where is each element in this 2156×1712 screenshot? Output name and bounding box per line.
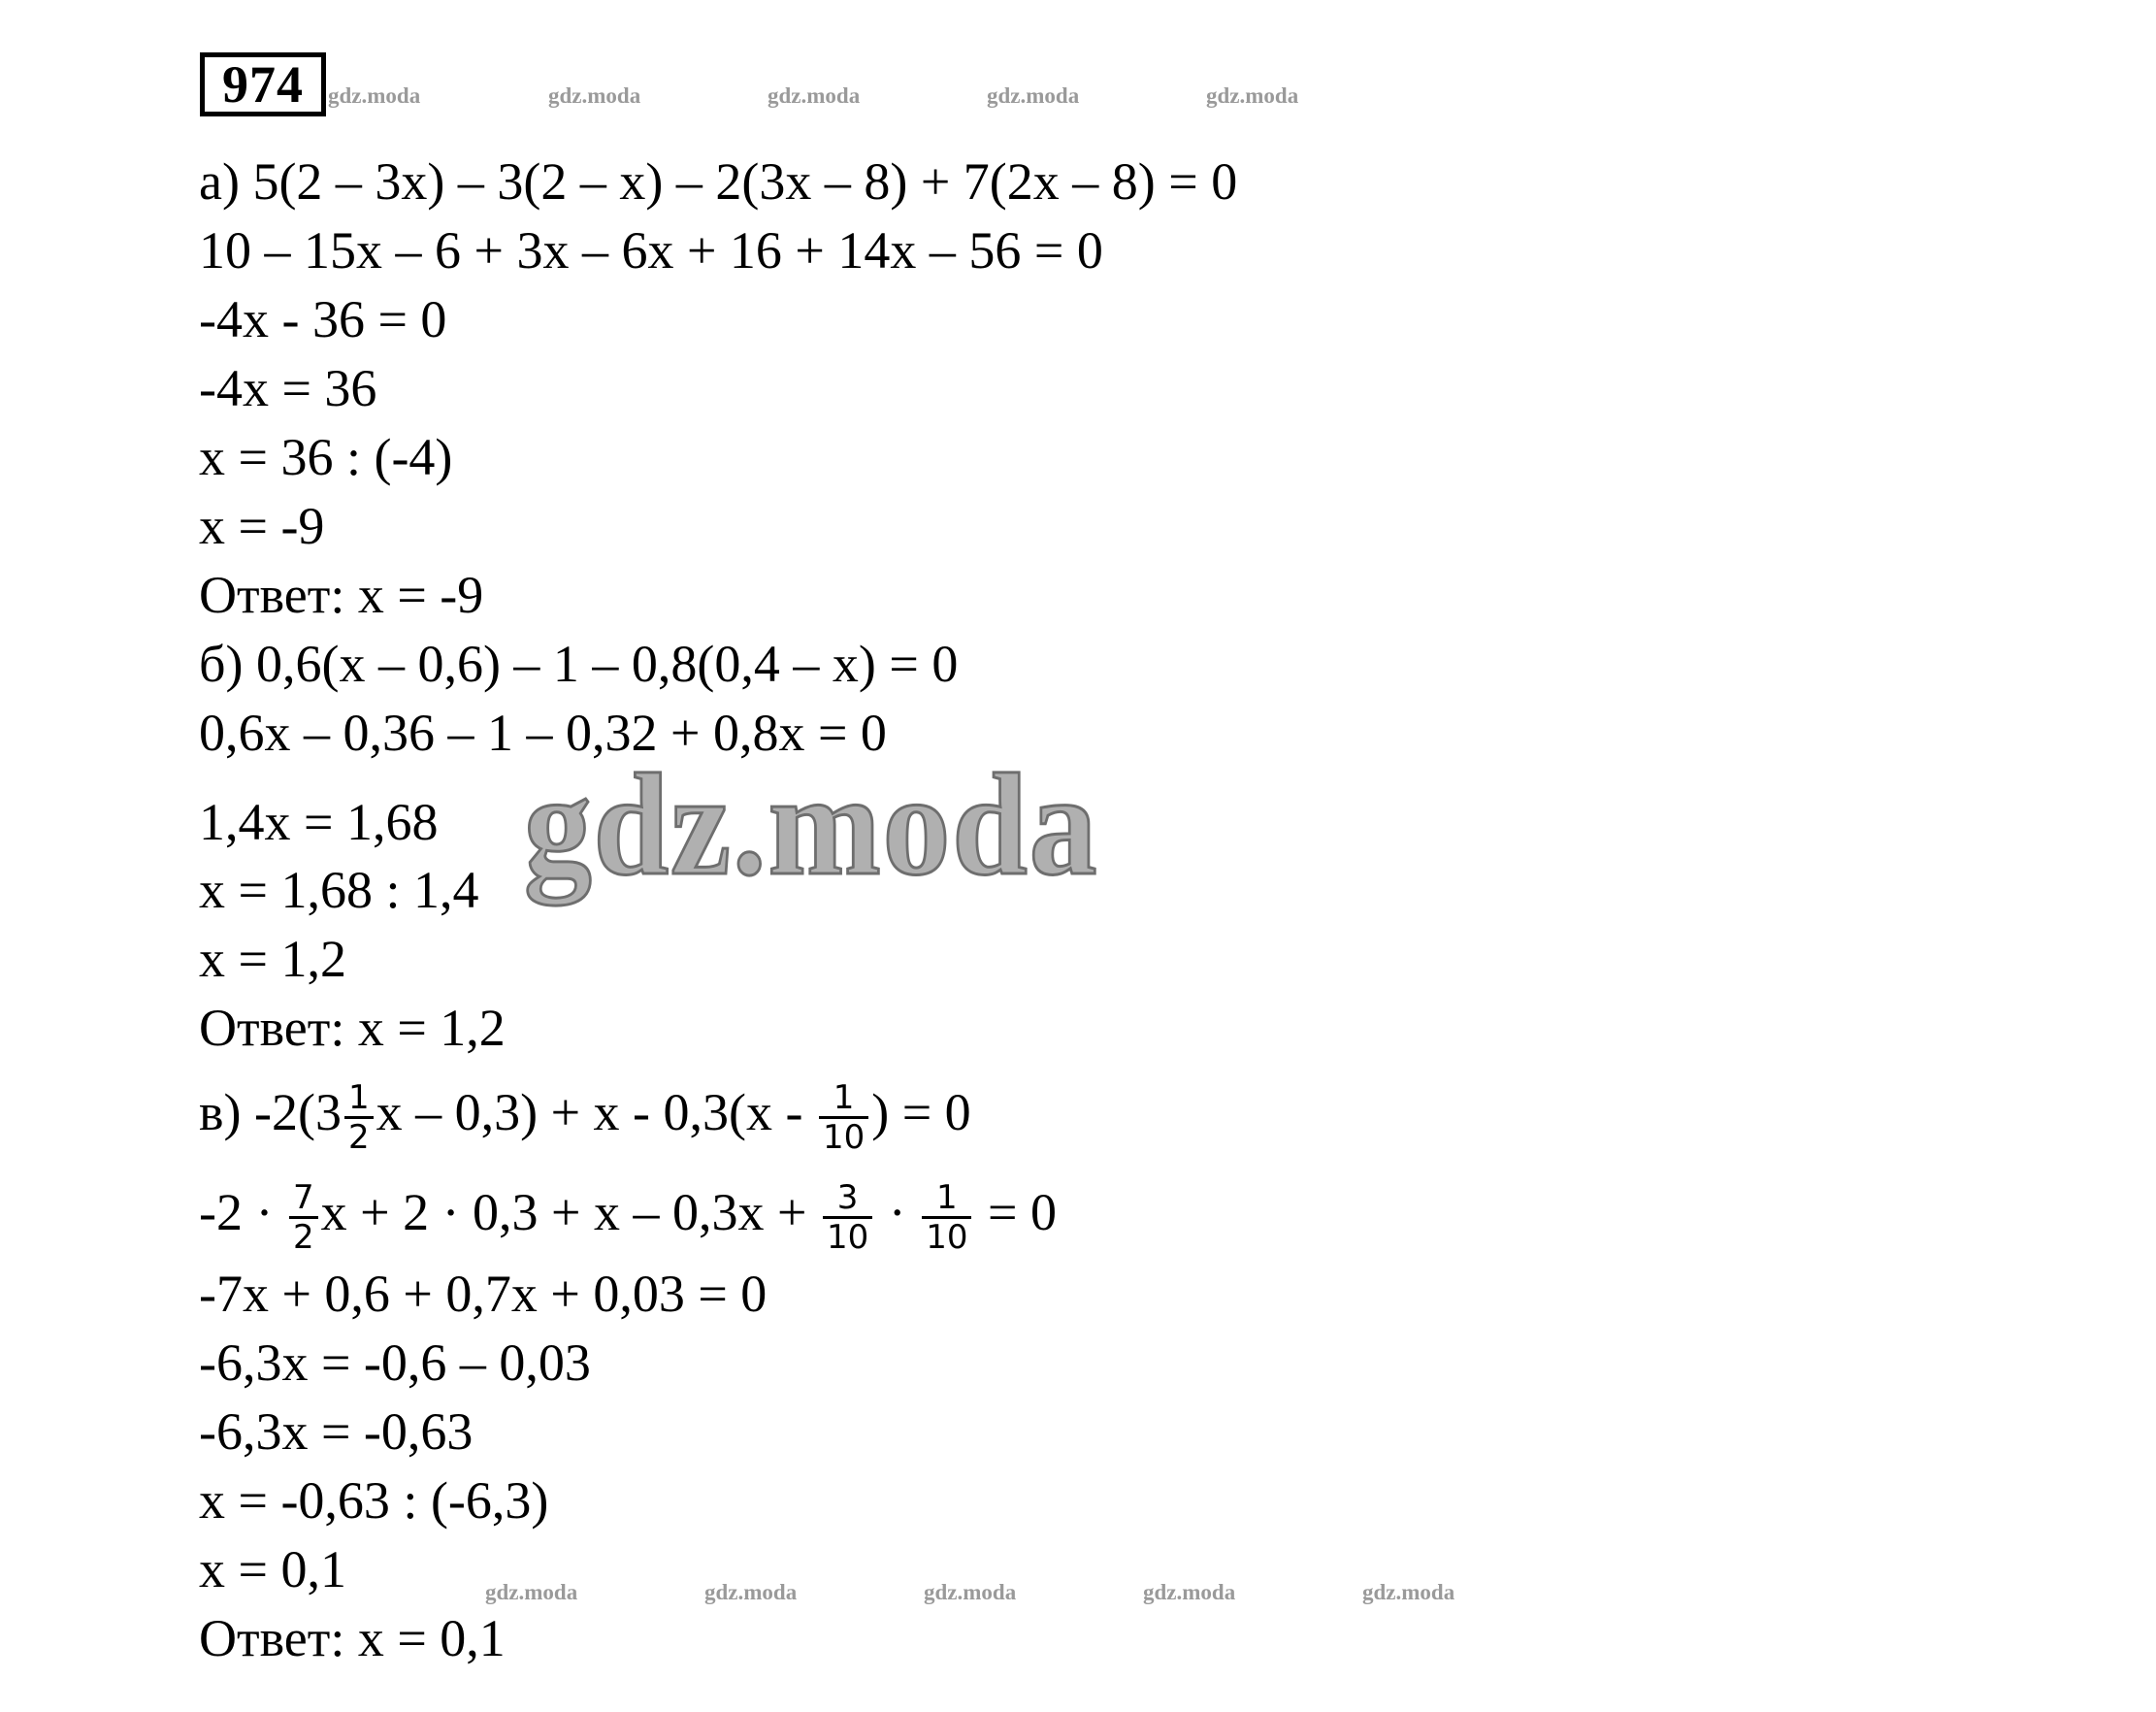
v1-part3: ) = 0 <box>871 1082 971 1141</box>
watermark-bottom-2: gdz.moda <box>704 1580 798 1604</box>
solution-line-a5: x = 36 : (-4) <box>199 428 453 486</box>
fraction-numerator: 1 <box>344 1079 374 1119</box>
fraction-numerator: 1 <box>819 1079 868 1119</box>
v2-part4: = 0 <box>974 1182 1057 1241</box>
fraction-denominator: 2 <box>347 1118 370 1157</box>
watermark-top-5: gdz.moda <box>1206 83 1299 108</box>
fraction-numerator: 7 <box>289 1179 318 1219</box>
solution-line-b2: 0,6x – 0,36 – 1 – 0,32 + 0,8x = 0 <box>199 704 887 762</box>
answer-line-v: Ответ: x = 0,1 <box>199 1609 506 1667</box>
v2-part3: · <box>875 1182 920 1241</box>
fraction-one-tenth <box>819 1079 868 1156</box>
v2-part2: x + 2 · 0,3 + x – 0,3x + <box>320 1182 820 1241</box>
watermark-top-3: gdz.moda <box>768 83 861 108</box>
v1-part1: в) -2(3 <box>199 1082 342 1141</box>
fraction-one-half <box>344 1079 374 1156</box>
watermark-bottom-1: gdz.moda <box>485 1580 578 1604</box>
solution-line-a3: -4x - 36 = 0 <box>199 290 447 348</box>
solution-line-v7: x = 0,1 <box>199 1540 346 1598</box>
solution-line-v6: x = -0,63 : (-6,3) <box>199 1471 549 1530</box>
fraction-seven-halves <box>289 1179 318 1256</box>
v1-part2: x – 0,3) + x - 0,3(x - <box>376 1082 816 1141</box>
solution-line-b4: x = 1,68 : 1,4 <box>199 861 479 919</box>
solution-line-b5: x = 1,2 <box>199 930 346 988</box>
watermark-top-1: gdz.moda <box>328 83 421 108</box>
fraction-denominator: 2 <box>292 1218 314 1257</box>
solution-line-v2 <box>199 1179 1057 1256</box>
solution-line-v5: -6,3x = -0,63 <box>199 1402 474 1461</box>
solution-line-a1: а) 5(2 – 3x) – 3(2 – x) – 2(3x – 8) + 7(2x – 8) = 0 <box>199 152 1238 211</box>
watermark-bottom-5: gdz.moda <box>1362 1580 1455 1604</box>
solution-line-v4: -6,3x = -0,6 – 0,03 <box>199 1333 591 1392</box>
answer-line-a: Ответ: x = -9 <box>199 566 484 624</box>
problem-number: 974 <box>200 52 326 116</box>
v2-part1: -2 · <box>199 1182 286 1241</box>
fraction-denominator: 10 <box>822 1118 866 1157</box>
solution-line-b3: 1,4x = 1,68 <box>199 793 439 851</box>
fraction-denominator: 10 <box>826 1218 869 1257</box>
solution-line-a4: -4x = 36 <box>199 359 377 417</box>
solution-line-a6: x = -9 <box>199 497 325 555</box>
answer-line-b: Ответ: x = 1,2 <box>199 999 506 1057</box>
watermark-top-2: gdz.moda <box>548 83 641 108</box>
fraction-denominator: 10 <box>926 1218 968 1257</box>
fraction-numerator: 3 <box>823 1179 872 1219</box>
fraction-numerator: 1 <box>922 1179 971 1219</box>
watermark-top-4: gdz.moda <box>987 83 1080 108</box>
watermark-large: gdz.moda <box>524 744 1099 905</box>
watermark-bottom-4: gdz.moda <box>1143 1580 1236 1604</box>
watermark-bottom-3: gdz.moda <box>924 1580 1017 1604</box>
fraction-three-tenths <box>823 1179 872 1256</box>
solution-line-a2: 10 – 15x – 6 + 3x – 6x + 16 + 14x – 56 = 0 <box>199 221 1103 280</box>
solution-line-v3: -7x + 0,6 + 0,7x + 0,03 = 0 <box>199 1265 768 1323</box>
solution-line-v1 <box>199 1079 971 1156</box>
fraction-one-tenth <box>922 1179 971 1256</box>
solution-line-b1: б) 0,6(x – 0,6) – 1 – 0,8(0,4 – x) = 0 <box>199 635 959 693</box>
